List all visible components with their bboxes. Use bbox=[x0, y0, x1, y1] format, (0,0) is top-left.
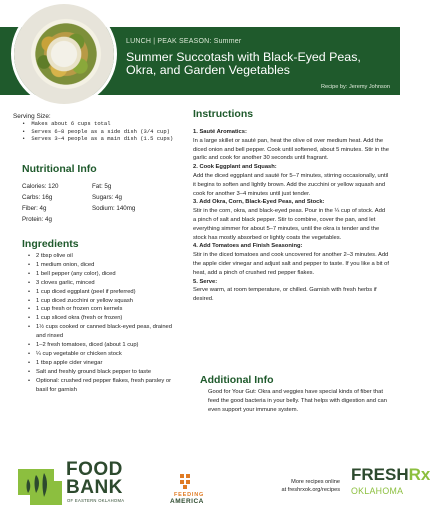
list-item: • Optional: crushed red pepper flakes, fresh parsley or basil for garnish bbox=[28, 377, 183, 395]
food-bank-wordmark-food: FOOD bbox=[66, 459, 123, 480]
instructions-heading: Instructions bbox=[193, 108, 254, 120]
nutrition-value: Sodium: 140mg bbox=[92, 205, 136, 212]
serving-size-label: Serving Size: bbox=[13, 113, 51, 120]
list-item: • 1 medium onion, diced bbox=[28, 261, 183, 270]
freshrx-rx: Rx bbox=[408, 465, 430, 484]
step-title: 4. Add Tomatoes and Finish Seasoning: bbox=[193, 243, 303, 250]
step-text: In a large skillet or sauté pan, heat the olive oil over medium heat. Add the diced onion and bell pepper. Cook until softened, about 5 minutes. Stir in the garlic and cook for another 30 seconds until fragrant. bbox=[193, 137, 389, 162]
freshrx-wordmark bbox=[351, 466, 430, 483]
list-item: • Serves 6–8 people as a side dish (3/4 cup) bbox=[22, 128, 173, 136]
additional-info-heading: Additional Info bbox=[200, 374, 274, 386]
nutrition-column-1 bbox=[22, 181, 82, 225]
step-title: 3. Add Okra, Corn, Black-Eyed Peas, and Stock: bbox=[193, 199, 325, 206]
list-item: • 1 cup diced zucchini or yellow squash bbox=[28, 297, 183, 306]
nutrition-value: Carbs: 16g bbox=[22, 194, 53, 201]
additional-info-text: Good for Your Gut: Okra and veggies have special kinds of fiber that feed the good bacteria in your belly. That helps with digestion and can even support your immune system. bbox=[208, 389, 387, 413]
step-title: 1. Sauté Aromatics: bbox=[193, 129, 247, 135]
step-text: Stir in the corn, okra, and black-eyed peas. Pour in the ¼ cup of stock. Add a pinch of salt and black pepper. Stir to combine, cover the pan, and let everything simmer for about 5–7 minutes, until the okra is tender and the stock has mostly absorbed or lightly coats the vegetables. bbox=[193, 208, 386, 241]
step-text: Add the diced eggplant and sauté for 5–7 minutes, stirring occasionally, until it begins to soften and lightly brown. Add the zucchini or yellow squash and cook for another 3–4 minutes until just tender. bbox=[193, 172, 389, 197]
ingredients-list bbox=[28, 252, 183, 395]
list-item: • 1 bell pepper (any color), diced bbox=[28, 270, 183, 279]
nutrition-value: Fat: 5g bbox=[92, 183, 112, 190]
list-item: • 1 cup sliced okra (fresh or frozen) bbox=[28, 314, 183, 323]
list-item: • 3 cloves garlic, minced bbox=[28, 279, 183, 288]
list-item: • ¼ cup vegetable or chicken stock bbox=[28, 350, 183, 359]
nutrition-value: Sugars: 4g bbox=[92, 194, 122, 201]
list-item: • Serves 3–4 people as a main dish (1.5 cups) bbox=[22, 135, 173, 143]
more-recipes-line: More recipes online bbox=[291, 479, 340, 485]
nutrition-heading: Nutritional Info bbox=[22, 163, 97, 175]
category-eyebrow: LUNCH | PEAK SEASON: Summer bbox=[126, 38, 242, 45]
food-bank-wordmark-bank: BANK bbox=[66, 477, 123, 498]
step-title: 5. Serve: bbox=[193, 278, 218, 285]
step-text: Serve warm, at room temperature, or chilled. Garnish with fresh herbs if desired. bbox=[193, 287, 377, 303]
more-recipes-url[interactable]: at freshrxok.org/recipes bbox=[281, 487, 340, 493]
more-recipes-note bbox=[260, 478, 340, 494]
nutrition-value: Calories: 120 bbox=[22, 183, 59, 190]
feeding-america-wordmark-feeding: FEEDING bbox=[174, 492, 205, 498]
recipe-title: Summer Succotash with Black-Eyed Peas, Okra, and Garden Vegetables bbox=[126, 50, 361, 77]
nutrition-value: Fiber: 4g bbox=[22, 205, 47, 212]
step-text: Stir in the diced tomatoes and cook uncovered for another 2–3 minutes. Add the apple cider vinegar and adjust salt and pepper to taste. If you like a bit of heat, add a pinch of crushed red pepper flakes. bbox=[193, 252, 389, 276]
nutrition-value: Protein: 4g bbox=[22, 216, 52, 223]
step-title: 2. Cook Eggplant and Squash: bbox=[193, 164, 277, 171]
list-item: • 1–2 fresh tomatoes, diced (about 1 cup) bbox=[28, 341, 183, 350]
recipe-byline: Recipe by: Jeremy Johnson bbox=[320, 84, 390, 90]
ingredients-heading: Ingredients bbox=[22, 238, 79, 250]
freshrx-oklahoma: OKLAHOMA bbox=[351, 486, 404, 496]
list-item: • 2 tbsp olive oil bbox=[28, 252, 183, 261]
nutrition-column-2 bbox=[92, 181, 162, 214]
succotash-photo bbox=[14, 4, 114, 104]
serving-size-list bbox=[22, 120, 173, 143]
list-item: • 1 cup diced eggplant (peel if preferred) bbox=[28, 288, 183, 297]
list-item: • Makes about 6 cups total bbox=[22, 120, 173, 128]
freshrx-fresh: FRESH bbox=[351, 465, 409, 484]
list-item: • 1 tbsp apple cider vinegar bbox=[28, 359, 183, 368]
list-item: • Salt and freshly ground black pepper to taste bbox=[28, 368, 183, 377]
feeding-america-wordmark-america: AMERICA bbox=[170, 498, 204, 505]
list-item: • 1½ cups cooked or canned black-eyed peas, drained and rinsed bbox=[28, 323, 183, 341]
list-item: • 1 cup fresh or frozen corn kernels bbox=[28, 305, 183, 314]
feeding-america-logo-icon bbox=[176, 470, 196, 490]
instructions-body bbox=[193, 128, 389, 304]
food-bank-subtitle: OF EASTERN OKLAHOMA bbox=[67, 498, 125, 503]
